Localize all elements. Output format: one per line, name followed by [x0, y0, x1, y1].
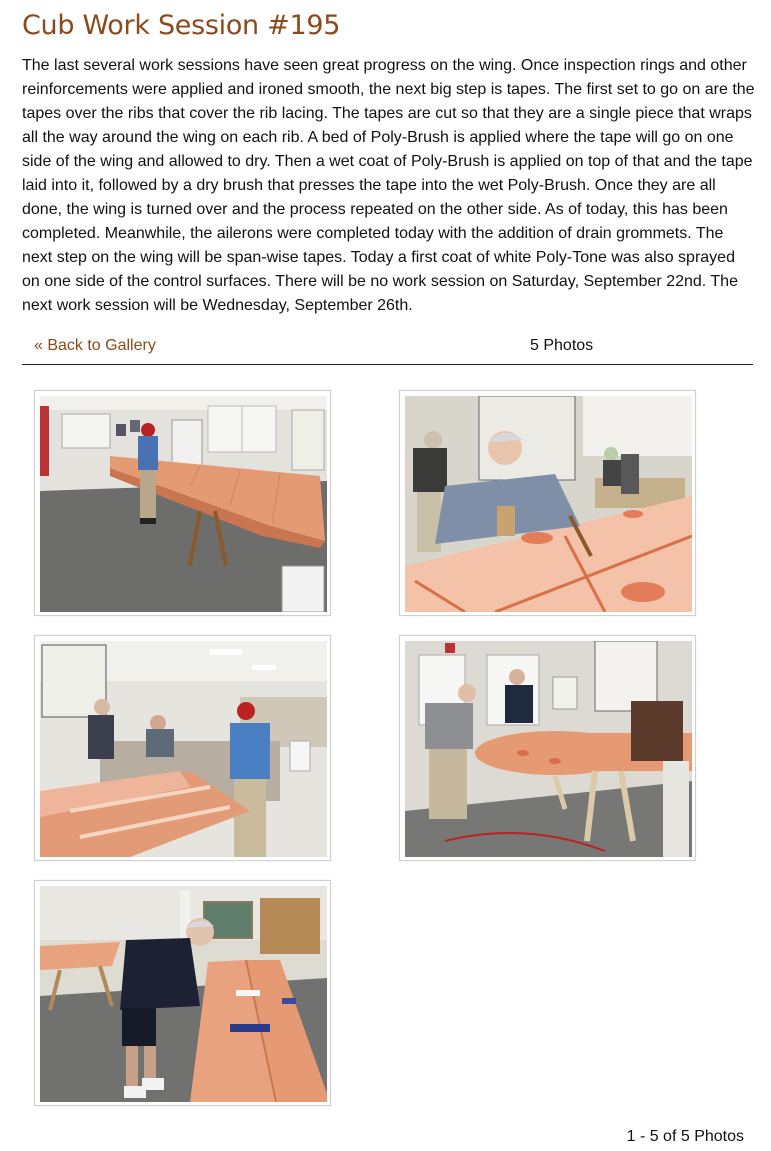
back-to-gallery-link[interactable]: « Back to Gallery — [34, 337, 156, 354]
page-title: Cub Work Session #195 — [22, 10, 341, 41]
photo-count: 5 Photos — [530, 337, 594, 354]
photo-thumbnail-3[interactable] — [34, 635, 331, 861]
photo-marking-wing-edge — [405, 641, 692, 857]
photo-thumbnail-2[interactable] — [399, 390, 696, 616]
photo-ailerons-on-floor — [40, 886, 327, 1102]
photo-thumbnail-4[interactable] — [399, 635, 696, 861]
photo-thumbnail-1[interactable] — [34, 390, 331, 616]
pagination-summary: 1 - 5 of 5 Photos — [626, 1128, 744, 1145]
gallery-nav-bar — [22, 333, 753, 365]
photo-wing-on-sawhorses — [40, 396, 327, 612]
session-description: The last several work sessions have seen great progress on the wing. Once inspection rings and other reinforcements were applied and ironed smooth, the next big step is tapes. The first set to go on are the tapes over the ribs that cover the rib lacing. The tapes are cut so that they are a single piece that wraps all the way around the wing on each rib. A bed of Poly-Brush is applied where the tape will go on one side of the wing and allowed to dry. Then a wet coat of Poly-Brush is applied on top of that and the tape laid into it, followed by a dry brush that presses the tape into the wet Poly-Brush. Once they are all done, the wing is turned over and the process repeated on the other side. As of today, this has been completed. Meanwhile, the ailerons were completed today with the addition of drain grommets. The next step on the wing will be span-wise tapes. Today a first coat of white Poly-Tone was also sprayed on one side of the control surfaces. There will be no work session on Saturday, September 22nd. The next work session will be Wednesday, September 26th. — [22, 57, 755, 314]
photo-thumbnail-5[interactable] — [34, 880, 331, 1106]
photo-three-volunteers-at-wing — [40, 641, 327, 857]
photo-brushing-poly-brush — [405, 396, 692, 612]
